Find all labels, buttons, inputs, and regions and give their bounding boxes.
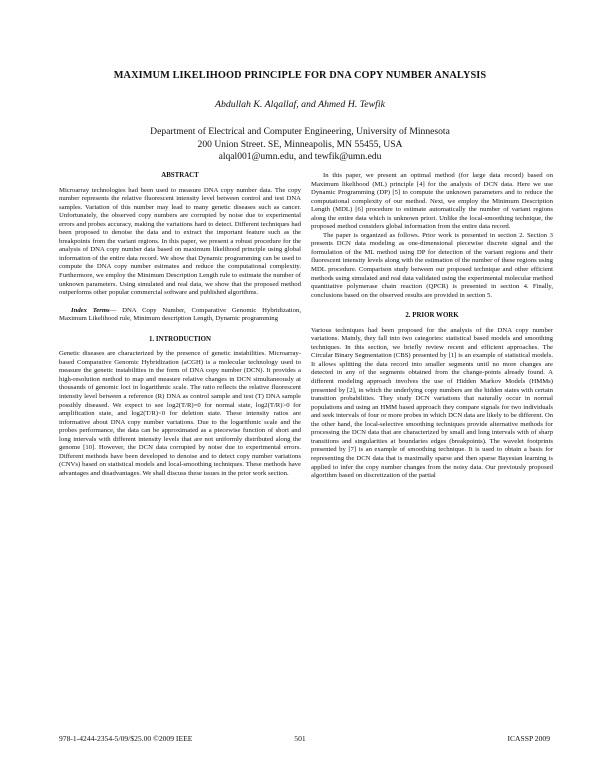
paper-authors: Abdullah K. Alqallaf, and Ahmed H. Tewfik bbox=[215, 99, 385, 110]
index-terms-label: Index Terms bbox=[71, 306, 110, 314]
footer-conference: ICASSP 2009 bbox=[507, 734, 550, 743]
abstract-heading: ABSTRACT bbox=[161, 172, 199, 179]
index-terms bbox=[59, 307, 301, 324]
affiliation-emails: alqal001@umn.edu, and tewfik@umn.edu bbox=[218, 151, 382, 162]
paper-title: MAXIMUM LIKELIHOOD PRINCIPLE FOR DNA COPY NUMBER ANALYSIS bbox=[113, 70, 487, 81]
left-column bbox=[59, 172, 301, 479]
intro-paragraph-3: The paper is organized as follows. Prior work is presented in section 2. Section 3 presents DCN data modeling as one-dimensional piecewise discrete signal and the formulation of the ML method using DP for detection of the variant regions and their fluorescent intensity levels along with the estimation of the number of these regions using MDL procedure. Comparison study between our proposed technique and other efficient methods using simulated and real data validated using the experimental molecular method quantitative polymerase chain reaction (QPCR) is presented in section 4. Finally, conclusions based on the observed results are provided in section 5. bbox=[311, 231, 553, 299]
abstract-text: Microarray technologies had been used to measure DNA copy number data. The copy number represents the relative fluorescent intensity level between control and test DNA samples. Variation of this number may lead to many genetic diseases such as cancer. Unfortunately, the observed copy numbers are corrupted by noise due to experimental errors and probes accuracy, making the variations hard to detect. Different techniques had been proposed to denoise the data and to extract the important feature such as the breakpoints from the variant regions. In this paper, we present a robust procedure for the analysis of DNA copy number data based on maximum likelihood principle using global information of the entire data record. We show that Dynamic programming can be used to compute the DNA copy number estimates and reduce the computational complexity. Furthermore, we employ the Minimum Description Length rule to estimate the number of unknown parameters. Using simulated and real data, we show that the proposed method outperforms other popular commercial software and published algorithms. bbox=[59, 186, 301, 297]
footer-page-number: 501 bbox=[294, 734, 306, 743]
affiliation-address: 200 Union Street. SE, Minneapolis, MN 55455, USA bbox=[197, 138, 403, 150]
affiliation-department: Department of Electrical and Computer Engineering, University of Minnesota bbox=[150, 126, 450, 137]
prior-work-text: Various techniques had been proposed for the analysis of the DNA copy number variations. Mainly, they fall into two categories: statistical based models and smoothing techniques. In this section, we briefly review recent and efficient approaches. The Circular Binary Segmentation (CBS) presented by [1] is an example of statistical models. It allows splitting the data record into smaller segments until no more changes are detected in any of the segments obtained from the change-points already found. A different modeling approach involves the use of Hidden Markov Models (HMMs) presented by [2], in which the underlying copy numbers are the hidden states with certain transition probabilities. They study DCN variations that naturally occur in normal populations and using an HMM based approach they compare signals for two individuals and seek intervals of four or more probes in which DCN data are likely to be different. On the other hand, the local-selective smoothing techniques provide alternative methods for processing the DCN data that are characterized by small and long intervals with of sharp transitions and singularities at boundaries edges (breakpoints). The wavelet footprints presented by [7] is an example of smoothing technique. It is used to obtain a basis for representing the DCN data that is maximally sparse and then sparse Bayesian learning is applied to infer the copy number changes from the noisy data. Our previously proposed algorithm based on discretization of the partial bbox=[311, 326, 553, 480]
affiliation-block bbox=[40, 126, 560, 164]
intro-paragraph-2: In this paper, we present an optimal method (for large data record) based on Maximum likelihood (ML) principle [4] for the analysis of DCN data. Here we use Dynamic Programming (DP) [5] to compute the unknown parameters and to reduce the computational complexity of our method. Next, we employ the Minimum Description Length (MDL) [6] procedure to estimate automatically the number of variant regions along the entire data which is unknown priori. Unlike the local-smoothing technique, the proposed method considers global information from the entire data record. bbox=[311, 172, 553, 231]
footer-isbn: 978-1-4244-2354-5/09/$25.00 ©2009 IEEE bbox=[59, 734, 193, 743]
introduction-text: Genetic diseases are characterized by the presence of genetic instabilities. Microarray-based Comparative Genomic Hybridization (aCGH) is a molecular technology used to measure the genetic instabilities in the form of DNA copy number (DCN). It provides a high-resolution method to map and measure relative changes in DCN simultaneously at thousands of genomic loci in logarithmic scale. The ratio reflects the relative fluorescent intensity level between a reference (R) DNA as control sample and test (T) DNA sample possibly diseased. We expect to see log2(T/R)=0 for normal state, log2(T/R)>0 for amplification state, and log2(T/R)<0 for deletion state. These intensity ratios are informative about DNA copy number variations. Due to the logarithmic scale and the probes performance, the data can be approximated as a piecewise function of short and long intervals with different intensity levels that are not uniformly distributed along the genome [10]. However, the DCN data corrupted by noise due to experimental errors. Different methods have been developed to denoise and to detect copy number variations (CNVs) based on statistical models and local-smoothing techniques. These methods have advantages and disadvantages. We shall discuss these issues in the prior work section. bbox=[59, 350, 301, 477]
section-introduction-heading: 1. INTRODUCTION bbox=[148, 335, 212, 343]
right-column bbox=[311, 172, 553, 481]
index-terms-text: — DNA Copy Number, Comparative Genomic Hybridization, Maximum Likelihood rule, Minimum description Length, Dynamic programming bbox=[59, 306, 301, 323]
section-prior-work-heading: 2. PRIOR WORK bbox=[405, 312, 459, 320]
